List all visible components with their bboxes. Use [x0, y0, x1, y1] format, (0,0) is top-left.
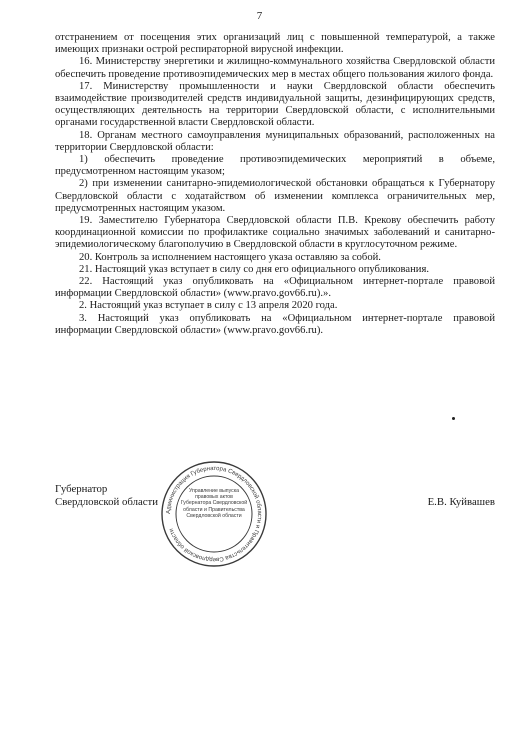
stamp-center-text: Управление выпуска правовых актов Губернатора Свердловской области и Правительства Свердловской области — [180, 488, 248, 519]
document-paragraph: 2. Настоящий указ вступает в силу с 13 апреля 2020 года. — [79, 300, 338, 312]
document-paragraph: отстранением от посещения этих организаций лиц с повышенной температурой, а также имеющих признаки острой респираторной вирусной инфекции. — [55, 32, 495, 56]
signatory-name: Е.В. Куйвашев — [427, 496, 495, 508]
document-paragraph: 18. Органам местного самоуправления муниципальных образований, расположенных на территории Свердловской области: — [55, 129, 495, 153]
document-paragraph: 21. Настоящий указ вступает в силу со дня его официального опубликования. — [79, 263, 429, 275]
document-paragraph: 22. Настоящий указ опубликовать на «Официальном интернет-портале правовой информации Свердловской области» (www.pravo.gov66.ru).». — [55, 276, 495, 300]
document-paragraph: 16. Министерству энергетики и жилищно-коммунального хозяйства Свердловской области обеспечить проведение противоэпидемических мер в местах общего пользования жилого фонда. — [55, 56, 495, 80]
official-stamp — [160, 460, 268, 568]
document-paragraph: 17. Министерству промышленности и науки Свердловской области обеспечить взаимодействие производителей средств индивидуальной защиты, дезинфицирующих средств, осуществляющих деятельность на территории Свердловской области, с исполнительными органами государственной власти Свердловской области. — [55, 80, 495, 129]
ink-dot — [452, 417, 455, 420]
signature-block — [55, 483, 495, 523]
document-paragraph: 2) при изменении санитарно-эпидемиологической обстановки обращаться к Губернатору Свердловской области с ходатайством об изменении комплекса ограничительных мер, предусмотренных настоящим указом. — [55, 178, 495, 214]
document-paragraph: 1) обеспечить проведение противоэпидемических мероприятий в объеме, предусмотренном настоящим указом; — [55, 154, 495, 178]
document-paragraph: 19. Заместителю Губернатора Свердловской области П.В. Крекову обеспечить работу координационной комиссии по профилактике социально значимых заболеваний и санитарно-эпидемиологическому благополучию в Свердловской области в круглосуточном режиме. — [55, 215, 495, 251]
document-body — [55, 32, 495, 337]
page-number: 7 — [256, 10, 263, 22]
signatory-title-line1: Губернатор — [55, 483, 108, 495]
signatory-title-line2: Свердловской области — [55, 496, 159, 508]
stamp-ring-text: Администрация Губернатора Свердловской области и Правительства Свердловской области — [165, 465, 263, 563]
signatory-title — [55, 483, 158, 509]
document-paragraph: 20. Контроль за исполнением настоящего указа оставляю за собой. — [79, 251, 381, 263]
document-paragraph: 3. Настоящий указ опубликовать на «Официальном интернет-портале правовой информации Свердловской области» (www.pravo.gov66.ru). — [55, 312, 495, 336]
